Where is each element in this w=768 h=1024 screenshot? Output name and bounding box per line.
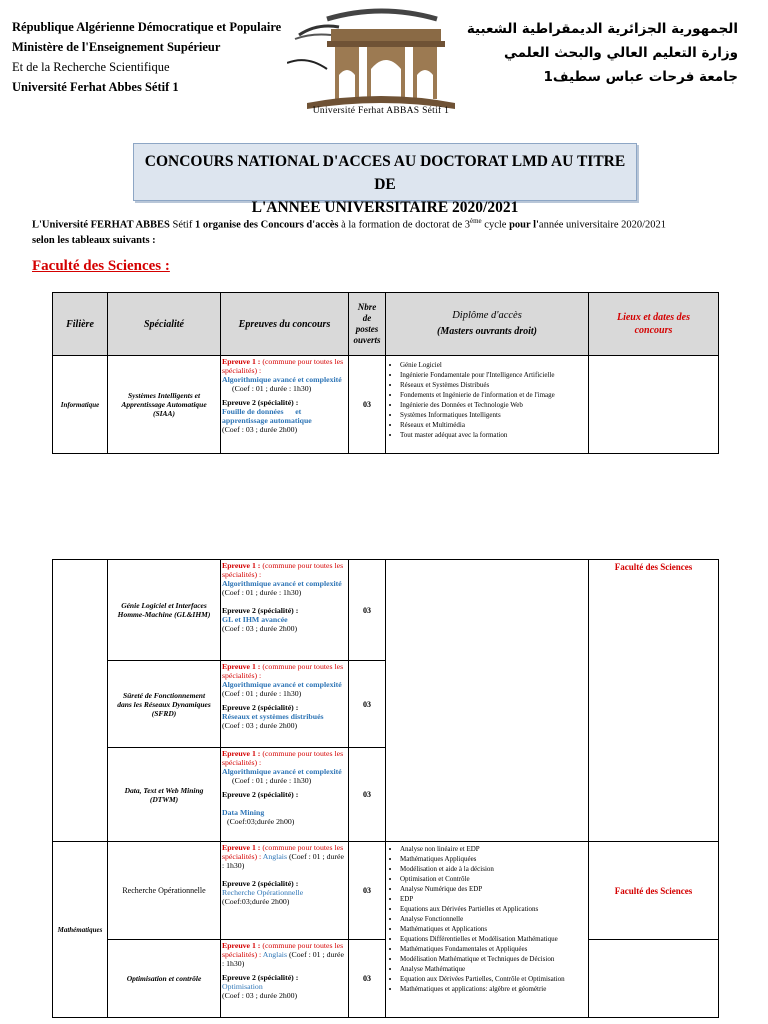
intro-paragraph (32, 214, 742, 248)
intro-sup: ème (469, 217, 482, 225)
spec-line: Génie Logiciel et Interfaces (121, 601, 207, 610)
specialite-cell (108, 661, 221, 748)
diplome-list (388, 360, 586, 440)
nbre-cell: 03 (349, 560, 386, 661)
intro-text: cycle (481, 219, 510, 231)
lieux-cell (589, 356, 719, 454)
header-university: Université Ferhat Abbes Sétif 1 (12, 80, 179, 94)
table-row (53, 356, 719, 454)
col-filiere: Filière (53, 293, 108, 356)
lieux-cell (589, 940, 719, 1018)
col-nbre-line: postes (355, 324, 379, 334)
ep2-coef: (Coef:03;durée 2h00) (222, 897, 290, 906)
list-item: • Mathématiques et applications: algèbre et géométrie (400, 984, 586, 994)
col-nbre-line: de (362, 313, 372, 323)
header-right (467, 17, 738, 89)
spec-line: Apprentissage Automatique (121, 400, 207, 409)
ep2-subject: GL et IHM avancée (222, 615, 288, 624)
list-item: • Génie Logiciel (400, 360, 586, 370)
col-specialite: Spécialité (108, 293, 221, 356)
ep2-coef: (Coef:03;durée 2h00) (227, 817, 295, 826)
ep2-subject: Fouille de données et (222, 407, 302, 416)
list-item: • Modélisation et aide à la décision (400, 864, 586, 874)
list-item: • Modélisation Mathématique et Techniques de Décision (400, 954, 586, 964)
ep2-subject: Optimisation (222, 982, 263, 991)
col-lieux-line: Lieux et dates des (616, 312, 691, 323)
title-line-2: L'ANNEE UNIVERSITAIRE 2020/2021 (251, 199, 519, 216)
ep1-subject: Algorithmique avancé et complexité (222, 579, 342, 588)
ep1-subject: Algorithmique avancé et complexité (222, 767, 342, 776)
lieux-cell: Faculté des Sciences (589, 842, 719, 940)
ep2-label: Epreuve 2 (spécialité) : (222, 606, 299, 615)
list-item: • Equations aux Dérivées Partielles et Applications (400, 904, 586, 914)
spec-line: Homme-Machine (GL&IHM) (117, 610, 211, 619)
intro-text: selon les tableaux suivants : (32, 234, 156, 246)
diplome-list (388, 844, 586, 994)
header-ministry: Ministère de l'Enseignement Supérieur (12, 40, 221, 54)
ep1-subject: Algorithmique avancé et complexité (222, 680, 342, 689)
university-logo (287, 5, 475, 121)
ep1-note: (commune pour toutes les spécialités) : (222, 941, 344, 959)
ep1-label: Epreuve 1 : (222, 662, 261, 671)
logo-caption: Université Ferhat ABBAS Sétif 1 (312, 106, 450, 116)
header-university-ar: جامعة فرحات عباس سطيف1 (543, 69, 738, 85)
spec-line: (SIAA) (152, 409, 176, 418)
epreuves-cell (221, 356, 349, 454)
list-item: • Mathématiques Fondamentales et Appliquées (400, 944, 586, 954)
diplome-cell (386, 356, 589, 454)
ep1-coef: (Coef : 01 ; durée : 1h30) (232, 776, 312, 785)
epreuves-cell (221, 748, 349, 842)
specialite-cell (108, 560, 221, 661)
list-item: • Optimisation et Contrôle (400, 874, 586, 884)
ep1-note: (commune pour toutes les spécialités) : (222, 662, 344, 680)
header-republic-ar: الجمهورية الجزائرية الديمقراطية الشعبية (466, 21, 738, 37)
ep2-label: Epreuve 2 (spécialité) : (222, 879, 299, 888)
ep1-coef: (Coef : 01 ; durée : 1h30) (222, 689, 302, 698)
ep1-coef: (Coef : 01 ; durée : 1h30) (222, 950, 344, 968)
ep1-label: Epreuve 1 : (222, 749, 261, 758)
col-diplome-line: (Masters ouvrants droit) (436, 326, 537, 337)
list-item: • Mathématiques Appliquées (400, 854, 586, 864)
intro-text: pour l' (509, 219, 539, 231)
list-item: • Analyse Numérique des EDP (400, 884, 586, 894)
table-row (53, 560, 719, 661)
diplome-cell (386, 842, 589, 1018)
list-item: • Réseaux et Multimédia (400, 420, 586, 430)
ep2-label: Epreuve 2 (spécialité) : (222, 973, 299, 982)
spec-line: Data, Text et Web Mining (124, 785, 204, 795)
col-diplome (386, 293, 589, 356)
faculty-heading: Faculté des Sciences : (32, 258, 170, 274)
ep1-subject: Anglais (262, 950, 287, 959)
ep2-subject: Réseaux et systèmes distribués (222, 712, 324, 721)
nbre-cell: 03 (349, 661, 386, 748)
header-republic: République Algérienne Démocratique et Populaire (12, 20, 282, 34)
intro-text: à la formation de doctorat de 3 (338, 219, 470, 231)
specialite-cell: Optimisation et contrôle (108, 940, 221, 1018)
title-line-1: CONCOURS NATIONAL D'ACCES AU DOCTORAT LMD AU TITRE DE (144, 153, 626, 193)
ep1-label: Epreuve 1 : (222, 561, 261, 570)
list-item: • Analyse Fonctionnelle (400, 914, 586, 924)
lieux-cell: Faculté des Sciences (589, 560, 719, 842)
ep1-note: (commune pour toutes les spécialités) : (222, 843, 344, 861)
filiere-cell (53, 560, 108, 842)
col-nbre-line: Nbre (357, 302, 377, 312)
header-left (12, 17, 281, 97)
diplome-cell (386, 560, 589, 842)
epreuves-cell (221, 842, 349, 940)
col-nbre (349, 293, 386, 356)
spec-line: dans les Réseaux Dynamiques (117, 699, 211, 709)
list-item: • Analyse Mathématique (400, 964, 586, 974)
header-ministry-ar: وزارة التعليم العالي والبحث العلمي (503, 45, 738, 61)
filiere-cell: Mathématiques (53, 842, 108, 1018)
list-item: • Réseaux et Systèmes Distribués (400, 380, 586, 390)
table-row (53, 842, 719, 940)
spec-line: Sûreté de Fonctionnement (122, 690, 206, 700)
list-item: • Equation aux Dérivées Partielles, Contrôle et Optimisation (400, 974, 586, 984)
filiere-cell: Informatique (53, 356, 108, 454)
ep1-note: (commune pour toutes les spécialités) : (222, 561, 344, 579)
list-item: • Ingénierie Fondamentale pour l'Intelligence Artificielle (400, 370, 586, 380)
concours-table-2 (52, 559, 719, 1018)
ep1-note: (commune pour toutes les spécialités) : (222, 749, 344, 767)
table-header (53, 293, 719, 356)
col-diplome-line: Diplôme d'accès (452, 310, 522, 321)
list-item: • EDP (400, 894, 586, 904)
ep1-subject: Anglais (262, 852, 287, 861)
intro-text: 1 organise des Concours d'accès (194, 219, 339, 231)
specialite-cell: Recherche Opérationnelle (108, 842, 221, 940)
ep1-label: Epreuve 1 : (222, 843, 261, 852)
ep2-subject: Recherche Opérationnelle (222, 888, 304, 897)
nbre-cell: 03 (349, 842, 386, 940)
ep1-note: (commune pour toutes les spécialités) : (222, 357, 344, 375)
ep2-subject: apprentissage automatique (222, 416, 312, 425)
list-item: • Tout master adéquat avec la formation (400, 430, 586, 440)
title-box (133, 143, 637, 216)
ep2-coef: (Coef : 03 ; durée 2h00) (222, 425, 298, 434)
col-nbre-line: ouverts (353, 335, 381, 345)
col-lieux-line: concours (634, 325, 673, 336)
ep1-label: Epreuve 1 : (222, 941, 261, 950)
specialite-cell (108, 356, 221, 454)
ep2-coef: (Coef : 03 ; durée 2h00) (222, 721, 298, 730)
ep1-subject: Algorithmique avancé et complexité (222, 375, 342, 384)
list-item: • Mathématiques et Applications (400, 924, 586, 934)
ep2-subject: Data Mining (222, 808, 265, 817)
header-research: Et de la Recherche Scientifique (12, 60, 170, 74)
ep2-label: Epreuve 2 (spécialité) : (222, 398, 299, 407)
ep2-coef: (Coef : 03 ; durée 2h00) (222, 624, 298, 633)
nbre-cell: 03 (349, 356, 386, 454)
ep1-label: Epreuve 1 : (222, 357, 261, 366)
list-item: • Analyse non linéaire et EDP (400, 844, 586, 854)
ep1-coef: (Coef : 01 ; durée : 1h30) (232, 384, 312, 393)
list-item: • Fondements et Ingénierie de l'information et de l'image (400, 390, 586, 400)
spec-line: Systèmes Intelligents et (127, 391, 201, 400)
ep2-label: Epreuve 2 (spécialité) : (222, 703, 299, 712)
concours-table-1 (52, 292, 719, 454)
intro-university: L'Université FERHAT ABBES (32, 219, 170, 231)
epreuves-cell (221, 940, 349, 1018)
nbre-cell: 03 (349, 940, 386, 1018)
nbre-cell: 03 (349, 748, 386, 842)
list-item: • Systèmes Informatiques Intelligents (400, 410, 586, 420)
ep2-label: Epreuve 2 (spécialité) : (222, 790, 299, 799)
specialite-cell (108, 748, 221, 842)
spec-line: (DTWM) (149, 794, 179, 804)
epreuves-cell (221, 661, 349, 748)
ep1-coef: (Coef : 01 ; durée : 1h30) (222, 588, 302, 597)
list-item: • Ingénierie des Données et Technologie Web (400, 400, 586, 410)
intro-text: Sétif (169, 219, 195, 231)
intro-text: année universitaire 2020/2021 (538, 219, 667, 231)
spec-line: (SFRD) (151, 708, 177, 718)
ep2-coef: (Coef : 03 ; durée 2h00) (222, 991, 298, 1000)
list-item: • Equations Différentielles et Modélisation Mathématique (400, 934, 586, 944)
epreuves-cell (221, 560, 349, 661)
ep1-coef: (Coef : 01 ; durée : 1h30) (222, 852, 344, 870)
col-lieux (589, 293, 719, 356)
col-epreuves: Epreuves du concours (221, 293, 349, 356)
